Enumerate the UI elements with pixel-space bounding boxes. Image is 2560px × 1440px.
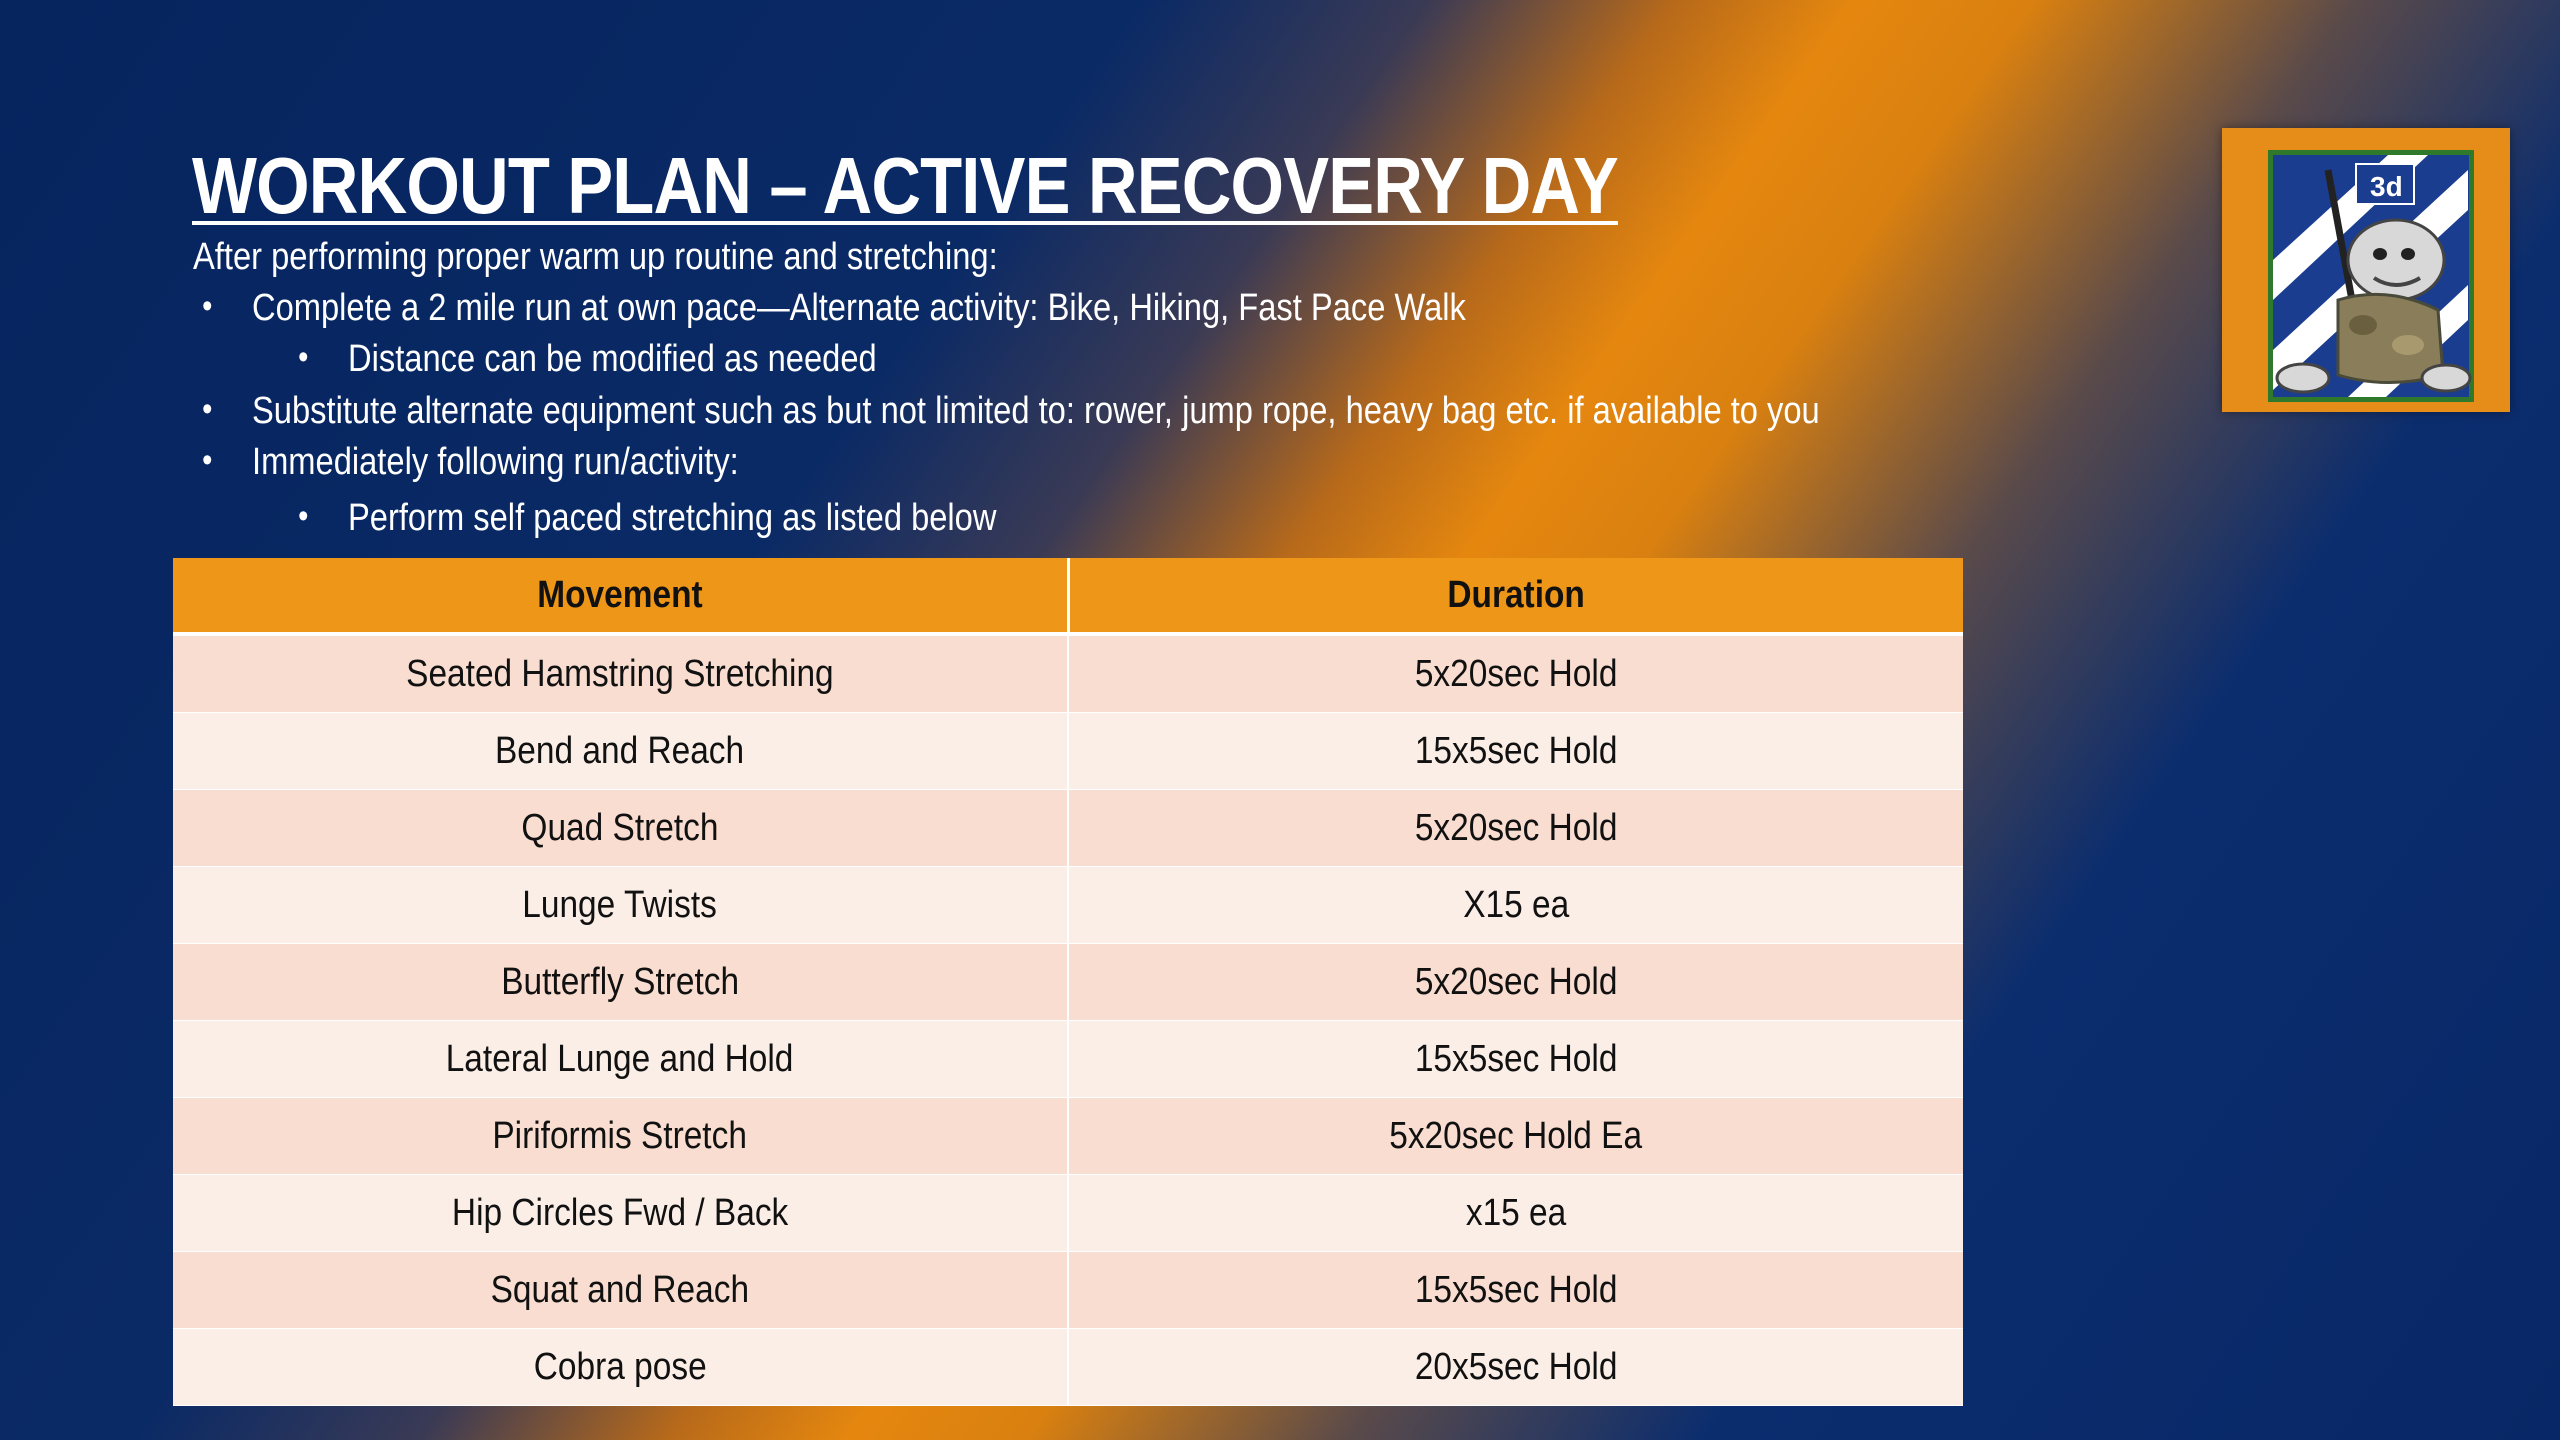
duration-cell: 15x5sec Hold [1068, 1021, 1963, 1098]
duration-cell: 5x20sec Hold Ea [1068, 1098, 1963, 1175]
sub-bullet-item [298, 338, 877, 381]
movement-cell: Squat and Reach [173, 1252, 1068, 1329]
sub-bullet-item [298, 497, 997, 540]
bullet-text: Immediately following run/activity: [252, 441, 739, 483]
bullet-dot: • [202, 390, 213, 428]
table-header-row [173, 558, 1963, 634]
movement-cell: Quad Stretch [173, 790, 1068, 867]
table-row [173, 1175, 1963, 1252]
unit-logo [2222, 128, 2510, 412]
bullet-item [202, 441, 739, 484]
duration-cell: 20x5sec Hold [1068, 1329, 1963, 1406]
bullet-dot: • [202, 441, 213, 479]
duration-cell: x15 ea [1068, 1175, 1963, 1252]
bullet-item [202, 287, 1466, 330]
column-header-duration: Duration [1068, 558, 1963, 634]
duration-cell: 5x20sec Hold [1068, 944, 1963, 1021]
movement-cell: Bend and Reach [173, 713, 1068, 790]
duration-cell: 15x5sec Hold [1068, 713, 1963, 790]
duration-cell: X15 ea [1068, 867, 1963, 944]
table-row [173, 867, 1963, 944]
table-row [173, 713, 1963, 790]
movement-cell: Cobra pose [173, 1329, 1068, 1406]
svg-text:3d: 3d [2370, 171, 2403, 202]
movement-cell: Lateral Lunge and Hold [173, 1021, 1068, 1098]
table-row [173, 1021, 1963, 1098]
table-row [173, 1098, 1963, 1175]
table-row [173, 1329, 1963, 1406]
duration-cell: 15x5sec Hold [1068, 1252, 1963, 1329]
table-row [173, 790, 1963, 867]
movement-cell: Butterfly Stretch [173, 944, 1068, 1021]
bullet-item [202, 390, 1820, 433]
duration-cell: 5x20sec Hold [1068, 634, 1963, 713]
duration-cell: 5x20sec Hold [1068, 790, 1963, 867]
bullet-text: Complete a 2 mile run at own pace—Alternate activity: Bike, Hiking, Fast Pace Walk [252, 287, 1466, 329]
movement-cell: Seated Hamstring Stretching [173, 634, 1068, 713]
table-row [173, 944, 1963, 1021]
bullet-dot: • [298, 338, 309, 376]
bullet-text: Substitute alternate equipment such as but not limited to: rower, jump rope, heavy bag etc. if available to you [252, 390, 1820, 432]
table-row [173, 634, 1963, 713]
bulldog-3rd-infantry-icon [2268, 150, 2474, 402]
table-row [173, 1252, 1963, 1329]
bullet-text: Perform self paced stretching as listed below [348, 497, 997, 539]
movement-cell: Lunge Twists [173, 867, 1068, 944]
slide-title: WORKOUT PLAN – ACTIVE RECOVERY DAY [192, 141, 1618, 230]
bullet-dot: • [298, 497, 309, 535]
column-header-movement: Movement [173, 558, 1068, 634]
bullet-dot: • [202, 287, 213, 325]
bullet-text: Distance can be modified as needed [348, 338, 877, 380]
movement-cell: Hip Circles Fwd / Back [173, 1175, 1068, 1252]
intro-text: After performing proper warm up routine and stretching: [193, 236, 998, 278]
stretching-table [173, 558, 1963, 1406]
movement-cell: Piriformis Stretch [173, 1098, 1068, 1175]
